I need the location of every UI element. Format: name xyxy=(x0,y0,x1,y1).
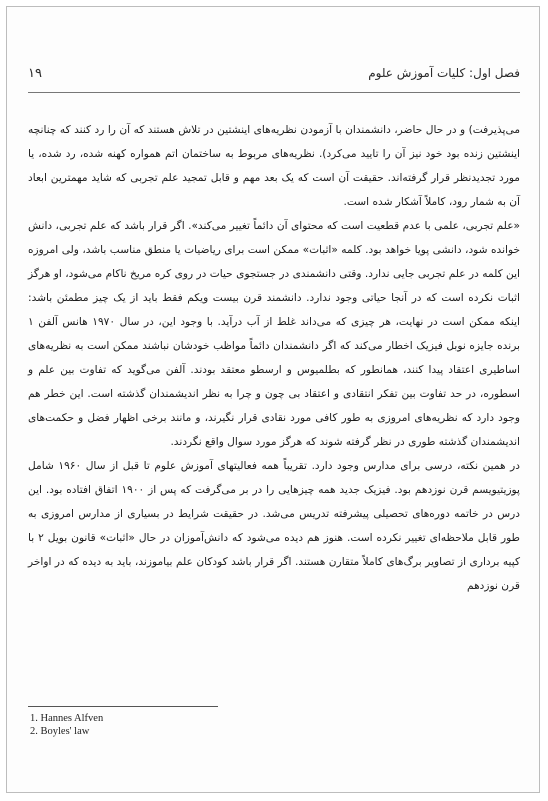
paragraph-2: «علم تجربی، علمی با عدم قطعیت است که محتوای آن دائماً تغییر می‌کند». اگر قرار باشد که علم تجربی، دانش خوانده شود، دانشی پویا خواهد بود. کلمه «اثبات» ممکن است برای ریاضیات یا منطق مناسب باشد، ولی امروزه این کلمه در علم تجربی جایی ندارد. وقتی دانشمندی در جستجوی حیات در روی کره مریخ ناکام می‌شود، او هرگز اثبات نکرده است که در آنجا حیاتی وجود ندارد. دانشمند قرن بیست ویکم فقط باید از یک چیز مطمئن باشد: اینکه ممکن است در نهایت، هر چیزی که می‌داند غلط از آب درآید. با وجود این، در سال ۱۹۷۰ هانس آلفن ۱ برنده جایزه نوبل فیزیک اخطار می‌کند که اگر دانشمندان دائماً مواظب خودشان نباشند ممکن است به نظریه‌های اساطیری اعتقاد پیدا کنند، همانطور که بطلمیوس و ارسطو معتقد بودند. آلفن می‌گوید که تفاوت بین علم و اسطوره، در حد تفاوت بین تفکر انتقادی و اعتقاد بی چون و چرا به نظر اندیشمندان گذشته است. این خطر هم وجود دارد که نظریه‌های امروزی به طور کافی مورد نقادی قرار نگیرند، و مانند برخی اظهار فضل و حکمت‌های اندیشمندان گذشته طوری در نظر گرفته شوند که هرگز مورد سوال واقع نگردند. xyxy=(28,220,520,448)
header-rule xyxy=(28,92,520,93)
footnote-rule xyxy=(28,706,218,707)
footnotes xyxy=(30,712,103,738)
running-header xyxy=(28,62,520,86)
footnote-2: 2. Boyles' law xyxy=(30,726,90,737)
page-number: ۱۹ xyxy=(28,66,42,81)
footnote-1: 1. Hannes Alfven xyxy=(30,713,104,724)
paragraph-1: می‌پذیرفت) و در حال حاضر، دانشمندان با آزمودن نظریه‌های اینشتین در تلاش هستند که آن را رد کنند که چنانچه اینشتین زنده بود خود نیز آن را تایید می‌کرد). نظریه‌های مربوط به ساختمان اتم همواره کهنه شده، رد شده، یا مورد تجدیدنظر قرار گرفته‌اند. حقیقت آن است که یک بعد مهم و قابل تمجید علم تجربی که شاید مهمترین ابعاد آن به شمار رود، کاملاً آشکار شده است. xyxy=(28,124,520,208)
body-text xyxy=(28,118,520,598)
paragraph-3: در همین نکته، درسی برای مدارس وجود دارد. تقریباً همه فعالیتهای آموزش علوم تا قبل از سال ۱۹۶۰ شامل پوزیتیویسم قرن نوزدهم بود. فیزیک جدید همه چیزهایی را در بر می‌گرفت که پس از ۱۹۰۰ اتفاق افتاده بود. این درس در خاتمه دوره‌های تحصیلی پیشرفته تدریس می‌شد. در حقیقت شرایط در بسیاری از مدارس امروزی به طور قابل ملاحظه‌ای تغییر نکرده است. هنوز هم دیده می‌شود که دانش‌آموزان در حال «اثبات» قانون بویل ۲ با کپیه برداری از تصاویر برگ‌های کاملاً متقارن هستند. اگر قرار باشد کودکان علم بیاموزند، باید به دیده که در اواخر قرن نوزدهم xyxy=(28,460,521,592)
chapter-title: فصل اول: کلیات آموزش علوم xyxy=(368,66,520,80)
